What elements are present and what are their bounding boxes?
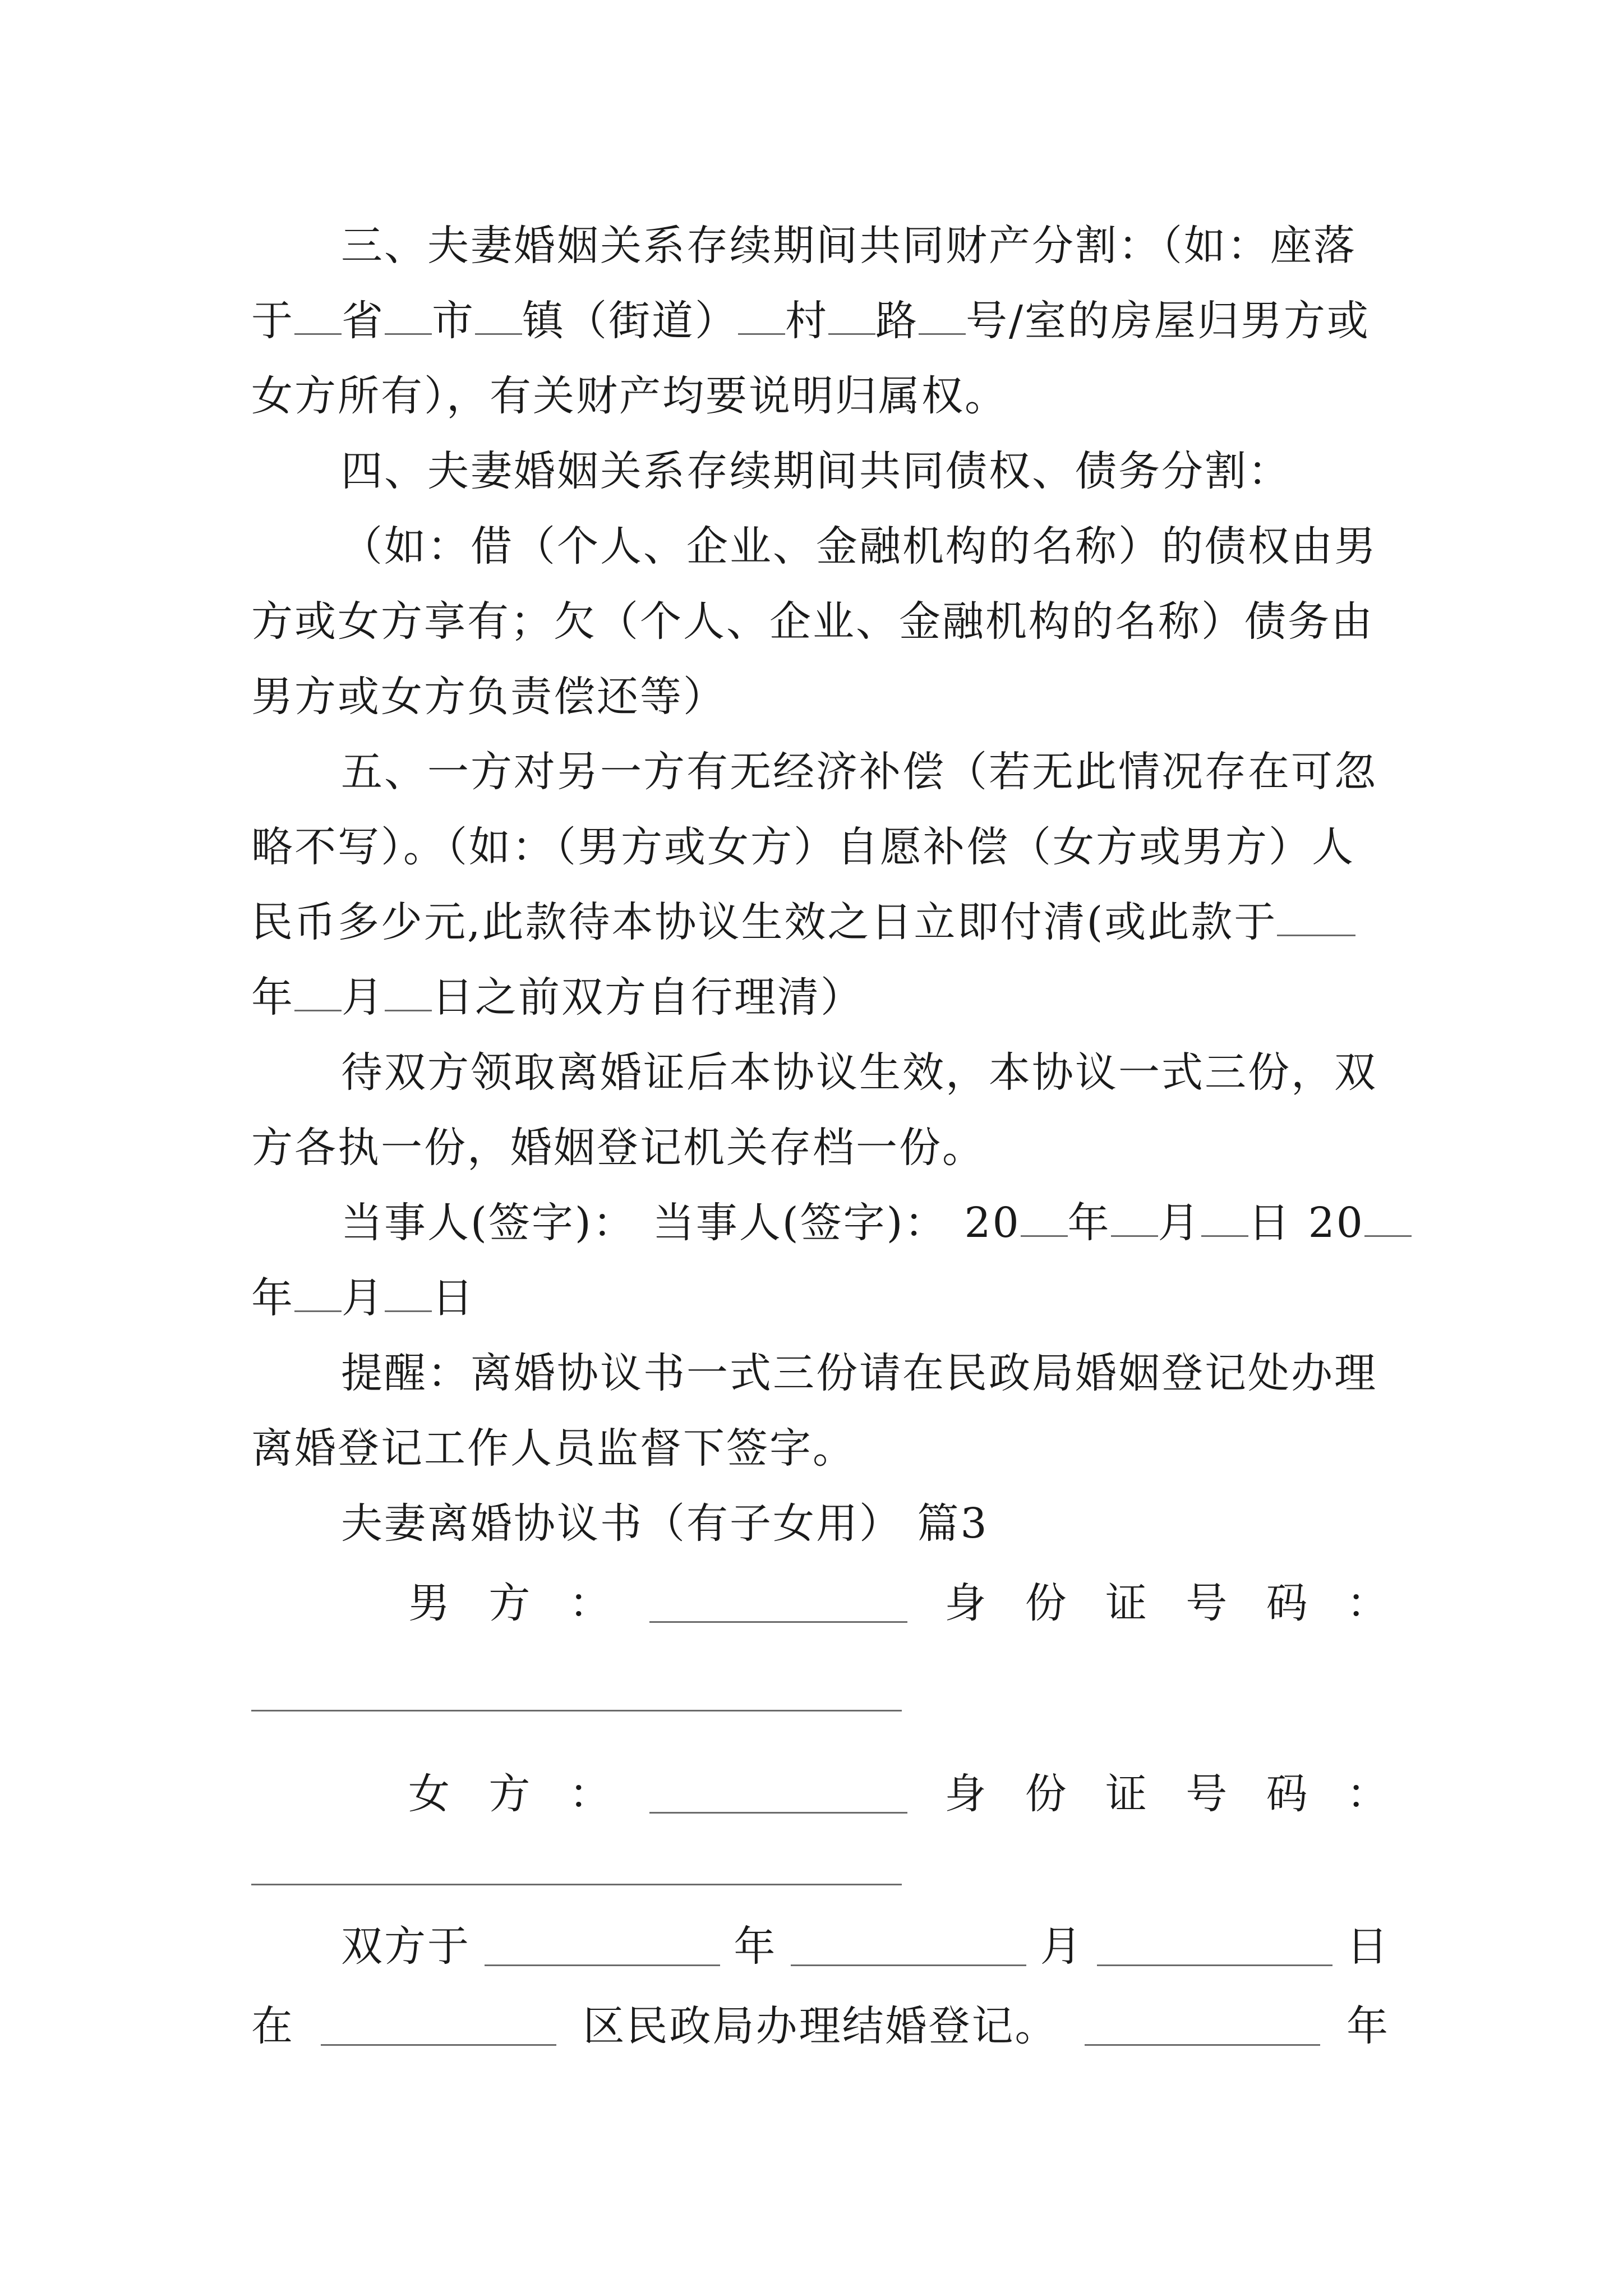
- para-5-line-3: 民币多少元,此款待本协议生效之日立即付清(或此款于: [251, 894, 1390, 950]
- blank-next-year: [1085, 2007, 1320, 2046]
- para-5-line-1: 五、一方对另一方有无经济补偿（若无此情况存在可忽: [341, 748, 1377, 796]
- para-3-line-3: 女方所有），有关财产均要说明归属权。: [251, 372, 1008, 420]
- blank-sign-month-1: [1111, 1198, 1158, 1237]
- para-3-line-2: 于 省 市 镇（街道） 村 路 号/室的房屋归男方或: [251, 297, 1370, 345]
- blank-sign-year-2: [1364, 1198, 1412, 1237]
- blank-marriage-month: [791, 1927, 1026, 1966]
- blank-road: [828, 296, 875, 335]
- woman-name-blank: [649, 1774, 907, 1814]
- blank-year: [1277, 897, 1355, 936]
- blank-number: [919, 296, 966, 335]
- para-4-line-3: 方或女方享有；欠（个人、企业、金融机构的名称）债务由: [251, 597, 1374, 646]
- blank-district: [321, 2007, 556, 2046]
- blank-sign-year-1: [1021, 1198, 1068, 1237]
- blank-marriage-year: [485, 1927, 720, 1966]
- blank-town: [475, 296, 522, 335]
- woman-row: 女 方 ： 身 份 证 号 码 ：: [408, 1770, 1390, 1818]
- man-row: 男 方 ： 身 份 证 号 码 ：: [408, 1579, 1390, 1627]
- blank-sign-day-2: [385, 1273, 432, 1312]
- man-id-blank: [251, 1710, 902, 1711]
- blank-sign-month-2: [294, 1273, 342, 1312]
- para-4-line-4: 男方或女方负责偿还等）: [251, 673, 726, 721]
- reminder-line-1: 提醒：离婚协议书一式三份请在民政局婚姻登记处办理: [341, 1349, 1377, 1397]
- blank-village: [738, 296, 785, 335]
- section-heading: 夫妻离婚协议书（有子女用） 篇3: [341, 1499, 989, 1548]
- para-6-line-1: 待双方领取离婚证后本协议生效，本协议一式三份，双: [341, 1048, 1377, 1097]
- signature-line-1: 当事人(签字)： 当事人(签字)： 20 年 月 日 20: [341, 1195, 1479, 1251]
- marriage-place-line: 在 区民政局办理结婚登记。 年: [251, 2002, 1390, 2050]
- signature-line-2: 年 月 日: [251, 1274, 475, 1322]
- para-5-line-4: 年 月 日之前双方自行理清）: [251, 973, 864, 1022]
- para-3-line-1: 三、夫妻婚姻关系存续期间共同财产分割：（如：座落: [341, 222, 1357, 270]
- para-4-line-1: 四、夫妻婚姻关系存续期间共同债权、债务分割：: [341, 447, 1291, 495]
- marriage-date-line: 双方于 年 月 日: [341, 1922, 1390, 1971]
- para-4-line-2: （如：借（个人、企业、金融机构的名称）的债权由男: [341, 522, 1377, 570]
- blank-sign-day-1: [1201, 1198, 1248, 1237]
- reminder-line-2: 离婚登记工作人员监督下签字。: [251, 1424, 856, 1473]
- para-6-line-2: 方各执一份，婚姻登记机关存档一份。: [251, 1124, 985, 1172]
- blank-day: [385, 972, 432, 1011]
- blank-city: [385, 296, 432, 335]
- para-5-line-2: 略不写）。（如：（男方或女方）自愿补偿（女方或男方）人: [251, 823, 1355, 871]
- man-name-blank: [649, 1584, 907, 1623]
- blank-marriage-day: [1097, 1927, 1332, 1966]
- woman-id-blank: [251, 1884, 902, 1885]
- blank-month: [294, 972, 342, 1011]
- blank-province: [294, 296, 342, 335]
